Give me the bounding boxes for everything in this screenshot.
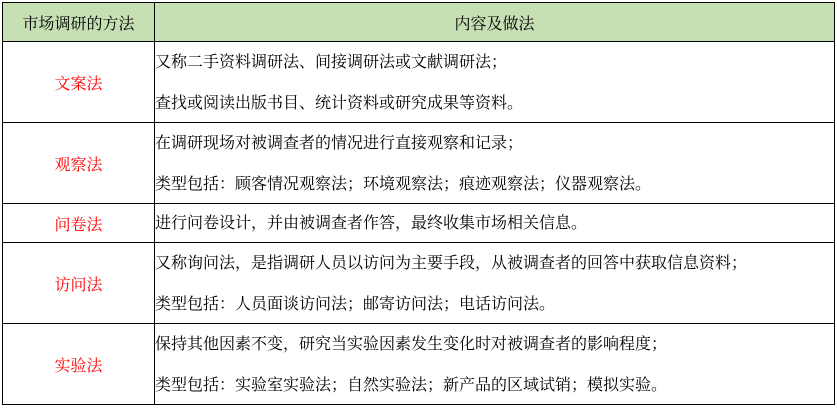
header-content: 内容及做法 [155,3,835,42]
market-research-methods-table [2,2,835,405]
content-line: 又称询问法，是指调研人员以访问为主要手段，从被调查者的回答中获取信息资料； [155,252,748,272]
method-content [155,324,835,405]
content-line: 保持其他因素不变，研究当实验因素发生变化时对被调查者的影响程度； [155,333,668,353]
method-content [155,42,835,123]
table-row [3,204,835,243]
content-line: 类型包括：实验室实验法；自然实验法；新产品的区域试销；模拟实验。 [155,374,668,394]
method-name: 实验法 [3,324,155,405]
method-name: 访问法 [3,243,155,324]
table-row [3,243,835,324]
content-line: 进行问卷设计，并由被调查者作答，最终收集市场相关信息。 [155,213,588,232]
content-line: 又称二手资料调研法、间接调研法或文献调研法； [155,51,508,71]
method-name: 文案法 [3,42,155,123]
table-row [3,324,835,405]
header-method: 市场调研的方法 [3,3,155,42]
method-content [155,123,835,204]
method-name: 观察法 [3,123,155,204]
content-line: 类型包括：人员面谈访问法；邮寄访问法；电话访问法。 [155,293,556,313]
content-line: 查找或阅读出版书目、统计资料或研究成果等资料。 [155,92,524,112]
method-content [155,243,835,324]
table-row [3,42,835,123]
method-name: 问卷法 [3,204,155,243]
content-line: 类型包括：顾客情况观察法；环境观察法；痕迹观察法；仪器观察法。 [155,173,652,193]
table-header-row [3,3,835,42]
method-content [155,204,835,243]
table-row [3,123,835,204]
content-line: 在调研现场对被调查者的情况进行直接观察和记录； [155,132,524,152]
